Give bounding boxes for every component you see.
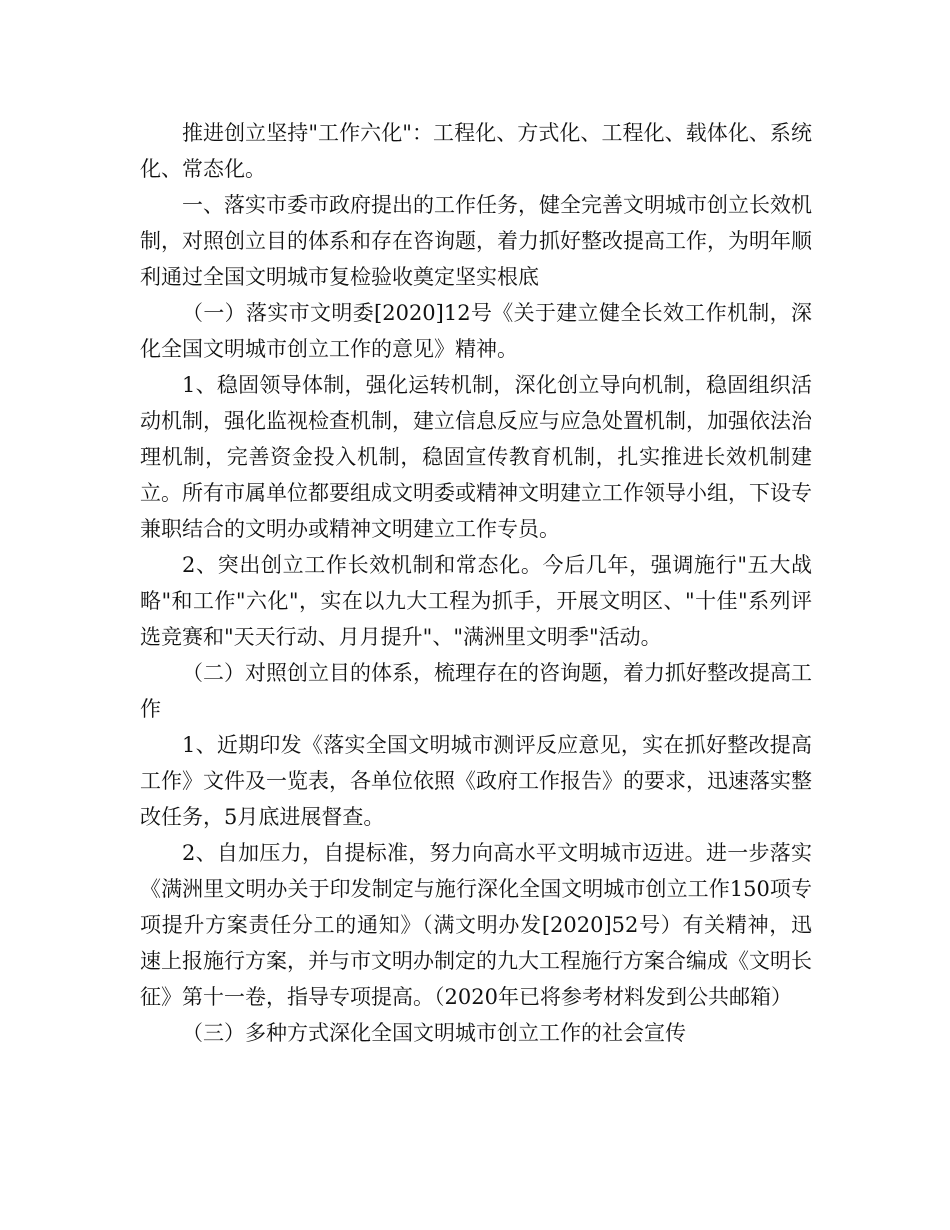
subsection-heading: （一）落实市文明委[2020]12号《关于建立健全长效工作机制，深化全国文明城市创立工作的意见》精神。 [140, 301, 812, 361]
section-heading: 一、落实市委市政府提出的工作任务，健全完善文明城市创立长效机制，对照创立目的体系和存在咨询题，着力抓好整改提高工作，为明年顺利通过全国文明城市复检验收奠定坚实根底 [140, 193, 812, 289]
paragraph: 2、突出创立工作长效机制和常态化。今后几年，强调施行"五大战略"和工作"六化"，实在以九大工程为抓手，开展文明区、"十佳"系列评选竞赛和"天天行动、月月提升"、"满洲里文明季"活动。 [140, 553, 812, 649]
document-body [140, 115, 812, 1051]
subsection-heading: （三）多种方式深化全国文明城市创立工作的社会宣传 [182, 1021, 686, 1045]
paragraph: 1、近期印发《落实全国文明城市测评反应意见，实在抓好整改提高工作》文件及一览表，各单位依照《政府工作报告》的要求，迅速落实整改任务，5月底进展督查。 [140, 733, 812, 829]
paragraph: 推进创立坚持"工作六化"：工程化、方式化、工程化、载体化、系统化、常态化。 [140, 121, 812, 181]
paragraph: 1、稳固领导体制，强化运转机制，深化创立导向机制，稳固组织活动机制，强化监视检查机制，建立信息反应与应急处置机制，加强依法治理机制，完善资金投入机制，稳固宣传教育机制，扎实推进长效机制建立。所有市属单位都要组成文明委或精神文明建立工作领导小组，下设专兼职结合的文明办或精神文明建立工作专员。 [140, 373, 812, 541]
subsection-heading: （二）对照创立目的体系，梳理存在的咨询题，着力抓好整改提高工作 [140, 661, 812, 721]
paragraph: 2、自加压力，自提标准，努力向高水平文明城市迈进。进一步落实《满洲里文明办关于印发制定与施行深化全国文明城市创立工作150项专项提升方案责任分工的通知》（满文明办发[2020]52号）有关精神，迅速上报施行方案，并与市文明办制定的九大工程施行方案合编成《文明长征》第十一卷，指导专项提高。（2020年已将参考材料发到公共邮箱） [140, 841, 812, 1009]
